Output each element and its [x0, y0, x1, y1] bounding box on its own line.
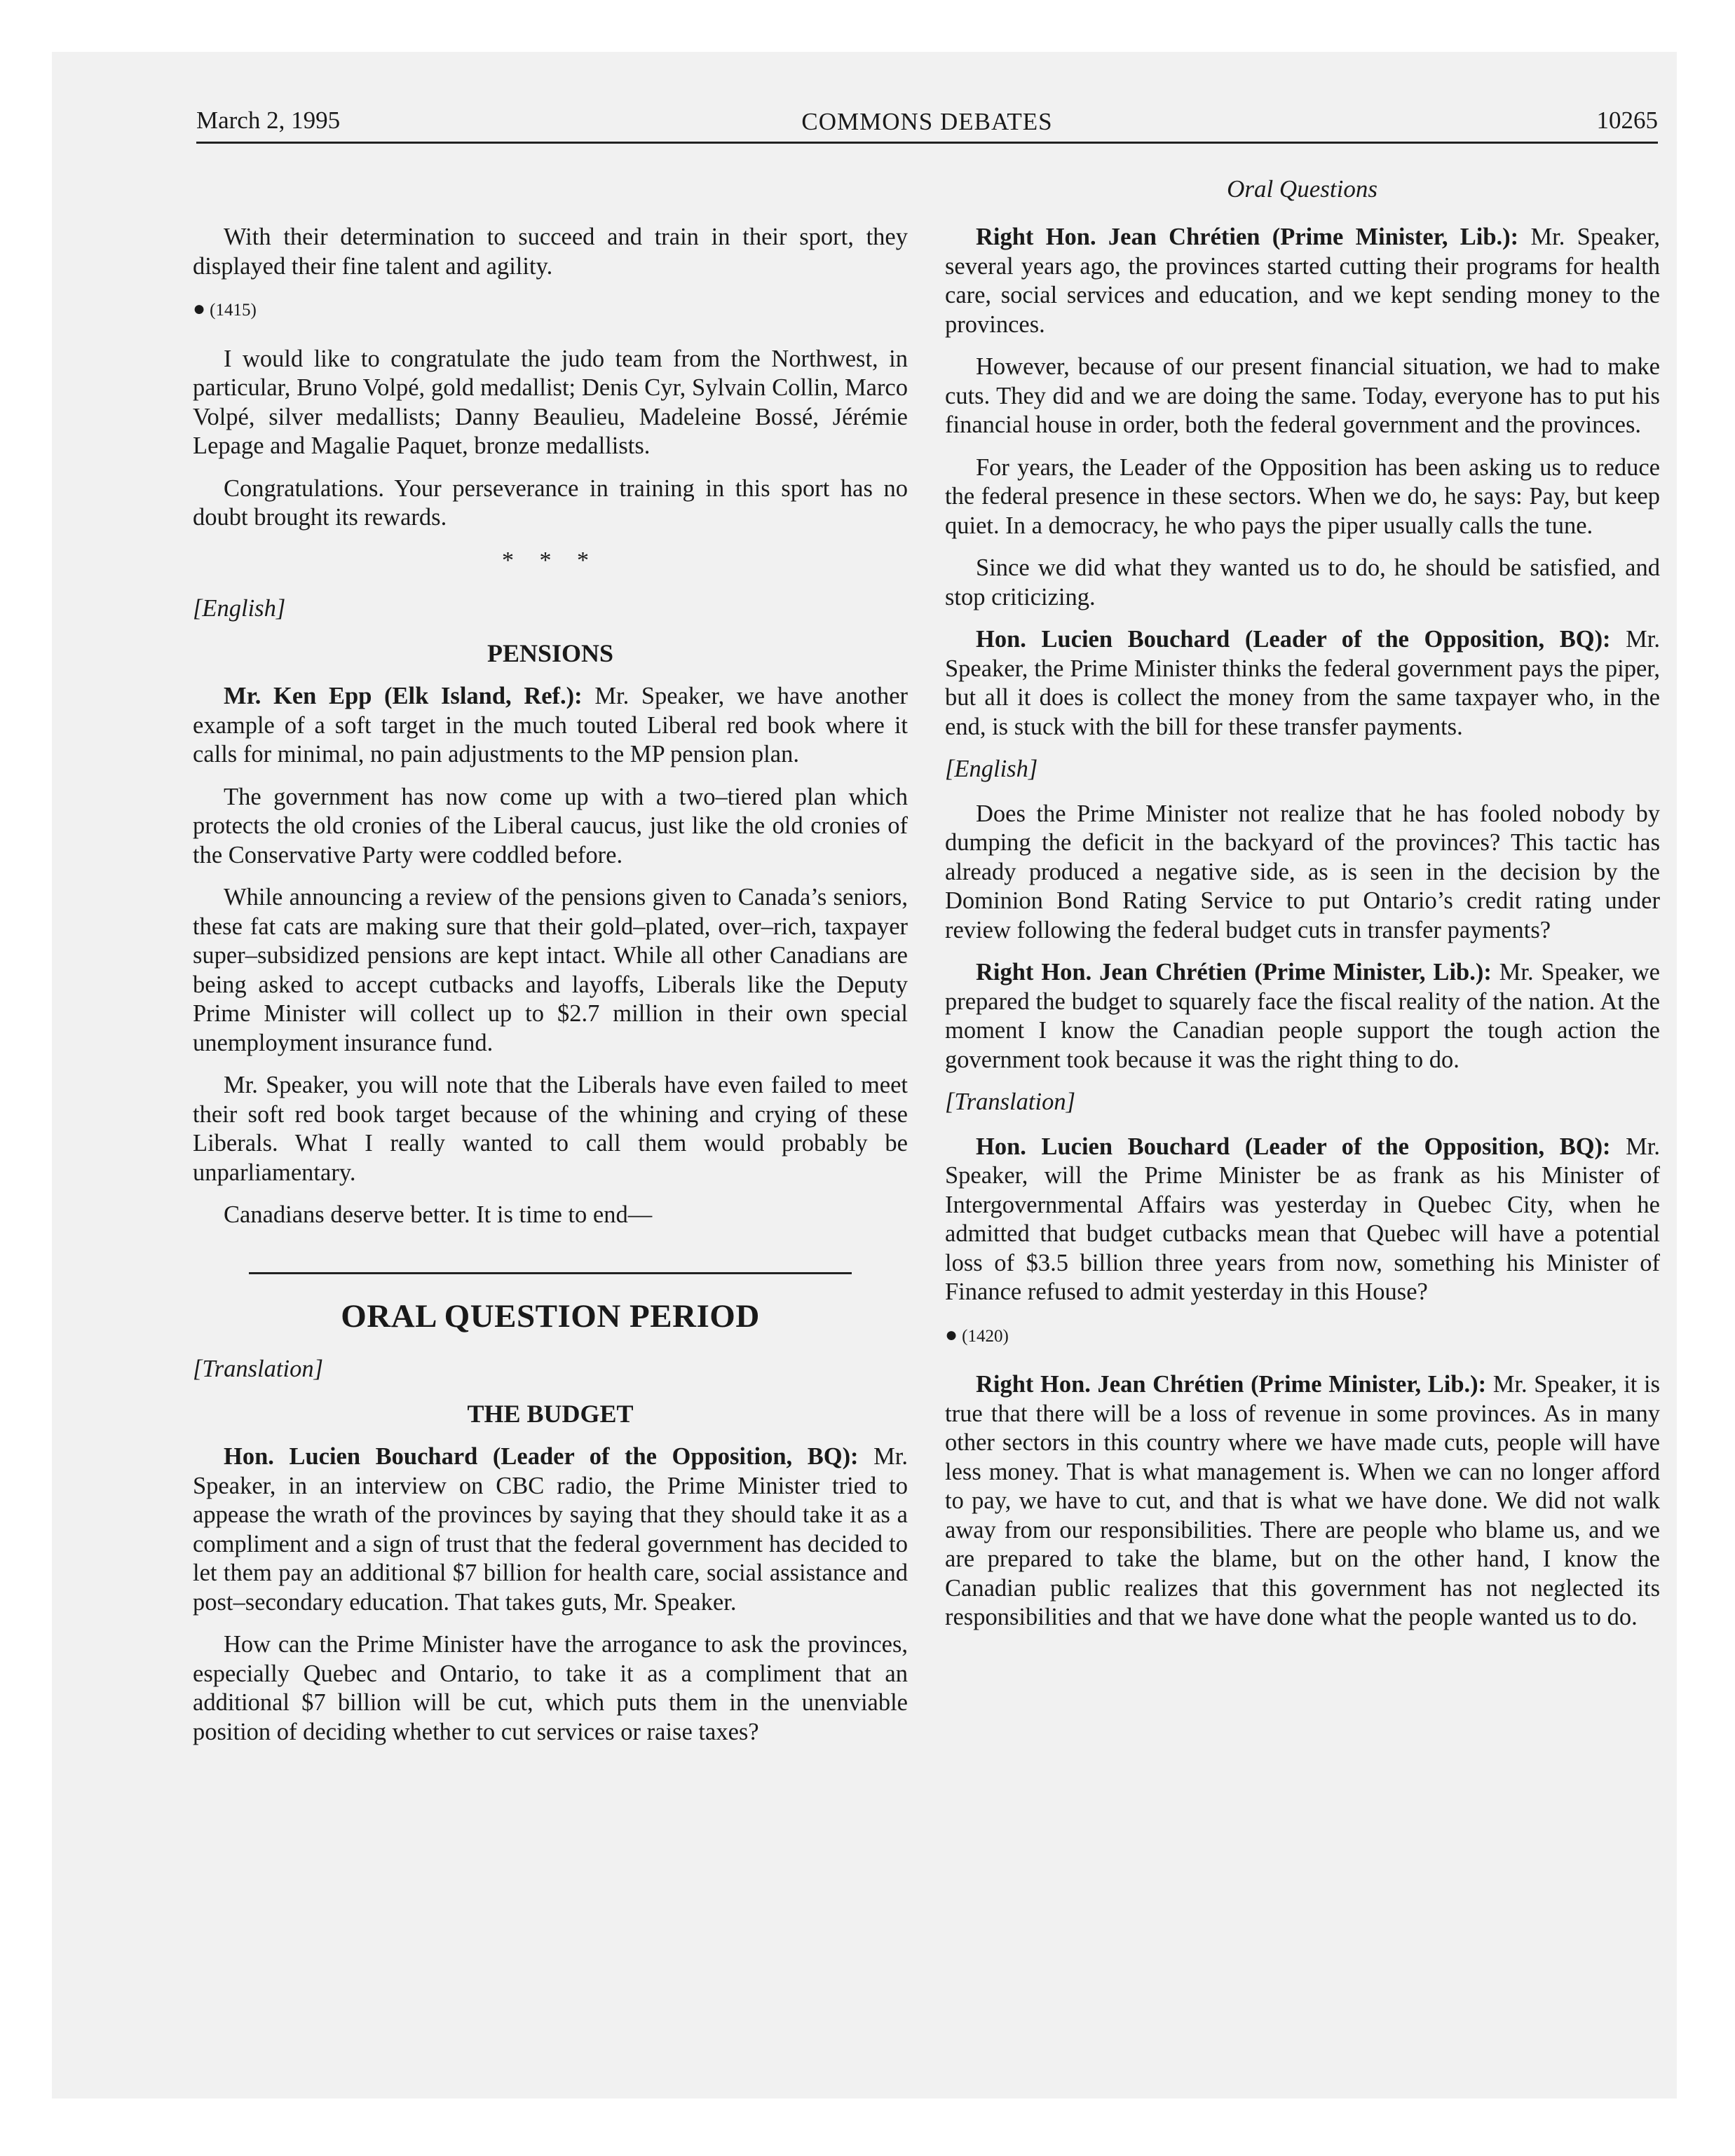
left-column [193, 223, 908, 1760]
paragraph [945, 625, 1660, 742]
speech-text: Mr. Speaker, several years ago, the provinces started cutting their programs for health care, social services and education, and we kept sending money to the provinces. [945, 224, 1660, 338]
paragraph: While announcing a review of the pensions given to Canada’s seniors, these fat cats are making sure that their gold–plated, over–rich, taxpayer super–subsidized pensions are kept intact. While all other Canadians are being asked to accept cutbacks and layoffs, Liberals like the Deputy Prime Minister will collect up to $2.7 million in their own special unemployment insurance fund. [193, 884, 908, 1056]
speaker-name: Hon. Lucien Bouchard (Leader of the Opposition, BQ): [224, 1443, 859, 1470]
paragraph [945, 958, 1660, 1074]
section-label: Oral Questions [1227, 175, 1377, 203]
paragraph [945, 1133, 1660, 1307]
paragraph: How can the Prime Minister have the arrogance to ask the provinces, especially Quebec and Ontario, to take it as a compliment that an additional $7 billion will be cut, which puts them in the unenviable position of deciding whether to cut services or raise taxes? [193, 1631, 908, 1745]
paragraph: The government has now come up with a two–tiered plan which protects the old cronies of the Liberal caucus, just like the old cronies of the Conservative Party were coddled before. [193, 783, 908, 868]
speech-text: Mr. Speaker, will the Prime Minister be as frank as his Minister of Intergovernmental Affairs was yesterday in Quebec City, when he admitted that budget cutbacks mean that Quebec will have a potential loss of $3.5 billion three years from now, something his Minister of Finance refused to admit yesterday in this House? [945, 1133, 1660, 1305]
language-tag: [English] [945, 756, 1038, 782]
section-heading: ORAL QUESTION PERIOD [341, 1297, 760, 1335]
time-marker-text: (1415) [210, 301, 257, 320]
bullet-icon: ● [945, 1323, 958, 1346]
right-column [945, 223, 1660, 1646]
speech-text: Mr. Speaker, it is true that there will be a loss of revenue in some provinces. As in many other sectors in this country where we have made cuts, people will have less money. That is what management is. When we can no longer afford to pay, we have to cut, and that is what we have done. We did not walk away from our responsibilities. There are people who blame us, and we are prepared to take the blame, but on the other hand, I know the Canadian public realizes that this government has not neglected its responsibilities and that we have done what the people wanted us to do. [945, 1371, 1660, 1630]
paragraph: For years, the Leader of the Opposition has been asking us to reduce the federal presence in these sectors. When we do, he says: Pay, but keep quiet. In a democracy, he who pays the piper usually calls the tune. [945, 453, 1660, 539]
paragraph [193, 1442, 908, 1617]
paragraph: Mr. Speaker, you will note that the Liberals have even failed to meet their soft red book target because of the whining and crying of these Liberals. What I really wanted to call them would probably be unparliamentary. [193, 1072, 908, 1186]
speech-text: Mr. Speaker, we prepared the budget to squarely face the fiscal reality of the nation. At the moment I know the Canadian people support the tough action the government took because it was the right thing to do. [945, 959, 1660, 1073]
subheading: PENSIONS [487, 639, 614, 667]
language-tag: [Translation] [945, 1089, 1075, 1115]
section-break: * * * [502, 547, 599, 573]
divider [249, 1272, 852, 1274]
bullet-icon: ● [193, 297, 206, 320]
paragraph: Canadians deserve better. It is time to end— [224, 1201, 653, 1228]
speech-text: Mr. Speaker, we have another example of a soft target in the much touted Liberal red book where it calls for minimal, no pain adjustments to the MP pension plan. [193, 683, 909, 767]
header-page-number: 10265 [1596, 107, 1658, 134]
paragraph: However, because of our present financial situation, we had to make cuts. They did and we are doing the same. Today, everyone has to put his financial house in order, both the federal government and the provinces. [945, 353, 1660, 438]
paragraph: With their determination to succeed and train in their sport, they displayed their fine talent and agility. [193, 224, 908, 280]
page-header [196, 105, 1658, 144]
time-marker [193, 294, 908, 325]
speaker-name: Right Hon. Jean Chrétien (Prime Minister, Lib.): [976, 959, 1492, 985]
time-marker [945, 1321, 1660, 1351]
paragraph: Does the Prime Minister not realize that he has fooled nobody by dumping the deficit in the backyard of the provinces? This tactic has already produced a negative side, as is seen in the decision by the Dominion Bond Rating Service to put Ontario’s credit rating under review following the federal budget cuts in transfer payments? [945, 800, 1660, 943]
paragraph: Congratulations. Your perseverance in training in this sport has no doubt brought its rewards. [193, 475, 908, 531]
paragraph [193, 682, 908, 770]
paragraph: I would like to congratulate the judo team from the Northwest, in particular, Bruno Volpé, gold medallist; Denis Cyr, Sylvain Collin, Marco Volpé, silver medallists; Danny Beaulieu, Madeleine Bossé, Jérémie Lepage and Magalie Paquet, bronze medallists. [193, 345, 908, 459]
language-tag: [Translation] [193, 1356, 323, 1382]
header-date: March 2, 1995 [196, 107, 341, 134]
subheading: THE BUDGET [467, 1399, 634, 1428]
speaker-name: Mr. Ken Epp (Elk Island, Ref.): [224, 683, 583, 709]
paragraph [945, 1370, 1660, 1632]
paragraph [945, 223, 1660, 339]
header-title: COMMONS DEBATES [801, 108, 1053, 135]
speaker-name: Right Hon. Jean Chrétien (Prime Minister, Lib.): [976, 1371, 1487, 1398]
speaker-name: Hon. Lucien Bouchard (Leader of the Opposition, BQ): [976, 1133, 1611, 1160]
paragraph: Since we did what they wanted us to do, he should be satisfied, and stop criticizing. [945, 554, 1660, 610]
speech-text: Mr. Speaker, in an interview on CBC radio, the Prime Minister tried to appease the wrath of the provinces by saying that they should take it as a compliment and a sign of trust that the federal government has decided to let them pay an additional $7 billion for health care, social assistance and post–secondary education. That takes guts, Mr. Speaker. [193, 1443, 908, 1616]
speaker-name: Hon. Lucien Bouchard (Leader of the Opposition, BQ): [976, 626, 1611, 653]
speaker-name: Right Hon. Jean Chrétien (Prime Minister, Lib.): [976, 224, 1519, 250]
speech-text: Mr. Speaker, the Prime Minister thinks the federal government pays the piper, but all it does is collect the money from the same taxpayer who, in the end, is stuck with the bill for these transfer payments. [945, 626, 1660, 740]
language-tag: [English] [193, 595, 286, 622]
time-marker-text: (1420) [962, 1326, 1009, 1346]
